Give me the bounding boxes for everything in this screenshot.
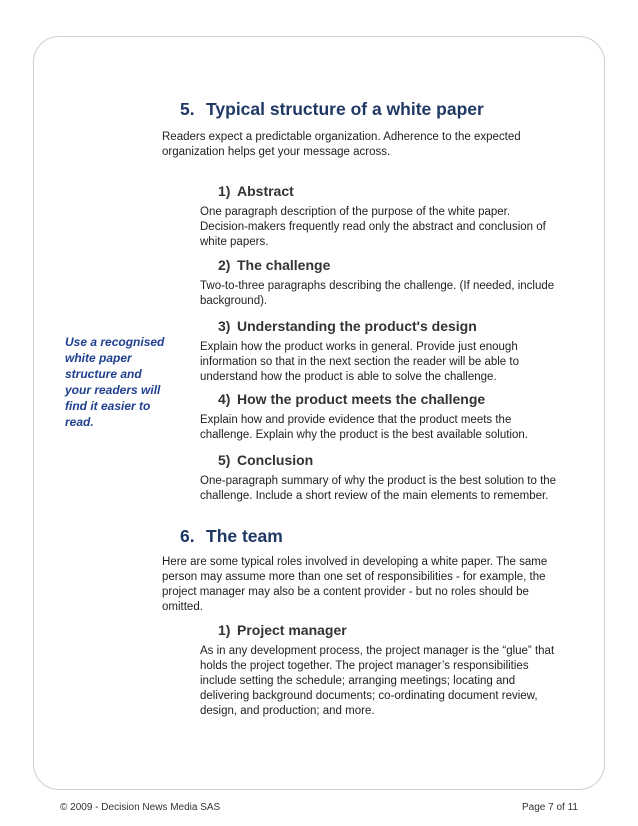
subsection-text: One-paragraph summary of why the product is the best solution to the challenge. Include a short review of the main elements to remember. — [200, 475, 557, 502]
subsection-number: 5) — [218, 452, 231, 468]
subsection-title: How the product meets the challenge — [237, 391, 486, 407]
subsection-number: 1) — [218, 622, 231, 638]
subsection-heading — [218, 391, 485, 407]
subsection-heading — [218, 318, 477, 334]
subsection-number: 2) — [218, 257, 231, 273]
subsection-number: 4) — [218, 391, 231, 407]
footer-copyright: © 2009 - Decision News Media SAS — [60, 802, 221, 813]
section-number: 5. — [180, 99, 195, 119]
subsection-text: As in any development process, the project manager is the “glue” that holds the project together. The project manager’s responsibilities include setting the schedule; arranging meetings; locating and delivering background documents; co-ordinating document review, design, and production; and more. — [200, 645, 555, 717]
section-heading — [180, 526, 283, 547]
subsection-text: Explain how the product works in general. Provide just enough information so that in the next section the reader will be able to understand how the product is able to solve the challenge. — [200, 341, 519, 383]
section-title: The team — [206, 526, 283, 546]
footer-page-number: Page 7 of 11 — [522, 802, 578, 813]
section-intro: Here are some typical roles involved in developing a white paper. The same person may assume more than one set of responsibilities - for example, the project manager may also be a content provider - but no roles should be omitted. — [162, 556, 548, 613]
subsection-number: 3) — [218, 318, 231, 334]
subsection-heading — [218, 452, 313, 468]
subsection-heading — [218, 183, 294, 199]
subsection-number: 1) — [218, 183, 231, 199]
section-intro: Readers expect a predictable organization. Adherence to the expected organization helps get your message across. — [162, 131, 521, 158]
margin-note: Use a recognised white paper structure and your readers will find it easier to read. — [65, 335, 165, 429]
subsection-text: Explain how and provide evidence that the product meets the challenge. Explain why the product is the best available solution. — [200, 414, 528, 441]
subsection-heading — [218, 257, 330, 273]
subsection-title: Project manager — [237, 622, 347, 638]
subsection-text: Two-to-three paragraphs describing the challenge. (If needed, include background). — [200, 280, 555, 307]
subsection-title: The challenge — [237, 257, 331, 273]
subsection-title: Conclusion — [237, 452, 314, 468]
section-number: 6. — [180, 526, 195, 546]
subsection-title: Abstract — [237, 183, 294, 199]
subsection-heading — [218, 622, 347, 638]
subsection-text: One paragraph description of the purpose of the white paper. Decision-makers frequently read only the abstract and conclusion of white papers. — [200, 206, 546, 248]
subsection-title: Understanding the product's design — [237, 318, 477, 334]
section-title: Typical structure of a white paper — [206, 99, 484, 119]
section-heading — [180, 99, 484, 120]
